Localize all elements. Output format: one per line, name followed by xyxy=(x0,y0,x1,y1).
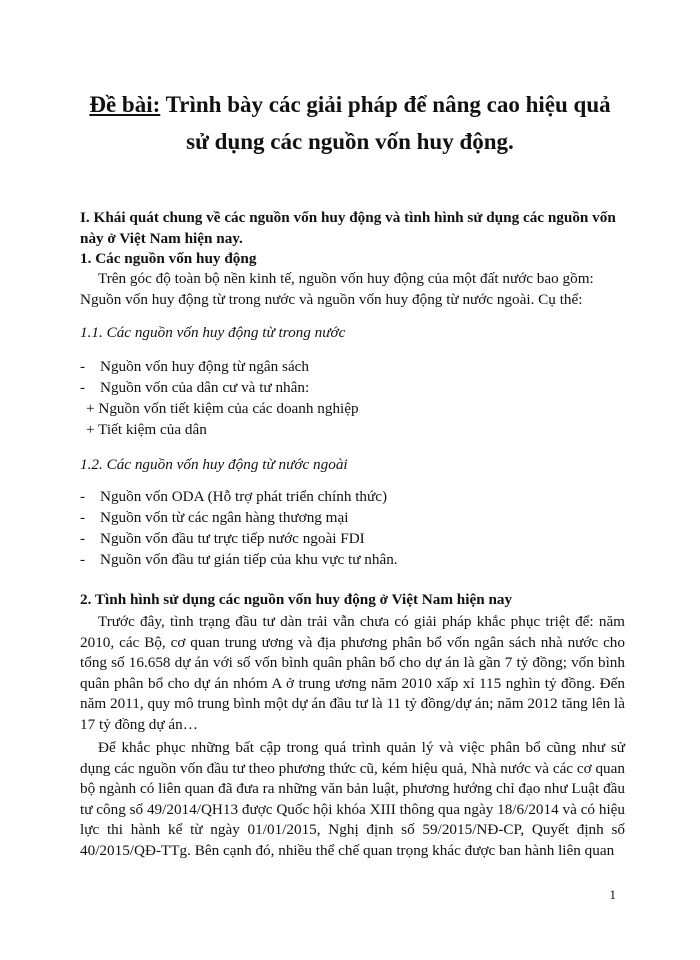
list-item-text: Nguồn vốn từ các ngân hàng thương mại xyxy=(100,509,349,526)
list-item-text: Tiết kiệm của dân xyxy=(98,421,207,438)
list-item xyxy=(80,508,348,529)
title-line1: Trình bày các giải pháp để nâng cao hiệu quả xyxy=(165,92,611,117)
list-item-text: Nguồn vốn đầu tư trực tiếp nước ngoài FDI xyxy=(100,530,365,547)
list-item xyxy=(86,399,359,420)
domestic-heading: 1.1. Các nguồn vốn huy động từ trong nước xyxy=(80,324,346,341)
list-item xyxy=(80,550,398,571)
list-marker: + xyxy=(86,421,95,438)
list-marker: - xyxy=(80,530,86,547)
page-number: 1 xyxy=(609,887,616,902)
section2-heading: 2. Tình hình sử dụng các nguồn vốn huy động ở Việt Nam hiện nay xyxy=(80,591,513,608)
list-item xyxy=(80,487,387,508)
section1-heading: I. Khái quát chung về các nguồn vốn huy động và tình hình sử dụng các nguồn vốn này ở Việt Nam hiện nay. xyxy=(80,209,616,247)
list-marker: + xyxy=(86,400,95,417)
paragraph-2: Để khắc phục những bất cập trong quá trình quản lý và việc phân bổ cũng như sử dụng các nguồn vốn đầu tư theo phương thức cũ, kém hiệu quả, Nhà nước và các cơ quan bộ ngành có liên quan đã đưa ra những văn bản luật, phương hướng chỉ đạo như Luật đầu tư công số 49/2014/QH13 được Quốc hội khóa XIII thông qua ngày 18/6/2014 và có hiệu lực thi hành kể từ ngày 01/01/2015, Nghị định số 59/2015/NĐ-CP, Quyết định số 40/2015/QĐ-TTg. Bên cạnh đó, nhiều thể chế quan trọng khác được ban hành liên quan xyxy=(80,739,625,859)
list-item xyxy=(80,357,309,378)
list-marker: - xyxy=(80,379,86,396)
list-marker: - xyxy=(80,488,86,505)
intro-paragraph: Trên góc độ toàn bộ nền kinh tế, nguồn vốn huy động của một đất nước bao gồm: Nguồn vốn huy động từ trong nước và nguồn vốn huy động từ nước ngoài. Cụ thể: xyxy=(80,270,594,308)
list-item-text: Nguồn vốn ODA (Hỗ trợ phát triển chính thức) xyxy=(100,488,388,505)
title-label: Đề bài: xyxy=(89,92,161,117)
sub1-heading: 1. Các nguồn vốn huy động xyxy=(80,250,257,267)
page-title xyxy=(60,86,640,160)
paragraph-1: Trước đây, tình trạng đầu tư dàn trải vẫn chưa có giải pháp khắc phục triệt để: năm 2010, các Bộ, cơ quan trung ương và địa phương phân bổ vốn ngân sách nhà nước cho tổng số 16.658 dự án với số vốn bình quân phân bổ cho dự án là gần 7 tỷ đồng; vốn bình quân phân bổ cho dự án nhóm A ở trung ương năm 2010 xấp xỉ 115 nghìn tỷ đồng. Đến năm 2011, quy mô trung bình một dự án đầu tư là 11 tỷ đồng/dự án; năm 2012 tăng lên là 17 tỷ đồng dự án… xyxy=(80,613,625,733)
foreign-heading: 1.2. Các nguồn vốn huy động từ nước ngoài xyxy=(80,456,348,473)
list-item xyxy=(80,529,365,550)
list-item xyxy=(86,420,207,441)
list-item xyxy=(80,378,309,399)
list-marker: - xyxy=(80,551,86,568)
title-line2: sử dụng các nguồn vốn huy động. xyxy=(186,129,514,154)
list-item-text: Nguồn vốn đầu tư gián tiếp của khu vực tư nhân. xyxy=(100,551,398,568)
list-item-text: Nguồn vốn tiết kiệm của các doanh nghiệp xyxy=(98,400,359,417)
list-item-text: Nguồn vốn của dân cư và tư nhân: xyxy=(100,379,310,396)
list-marker: - xyxy=(80,509,86,526)
list-item-text: Nguồn vốn huy động từ ngân sách xyxy=(100,358,310,375)
list-marker: - xyxy=(80,358,86,375)
